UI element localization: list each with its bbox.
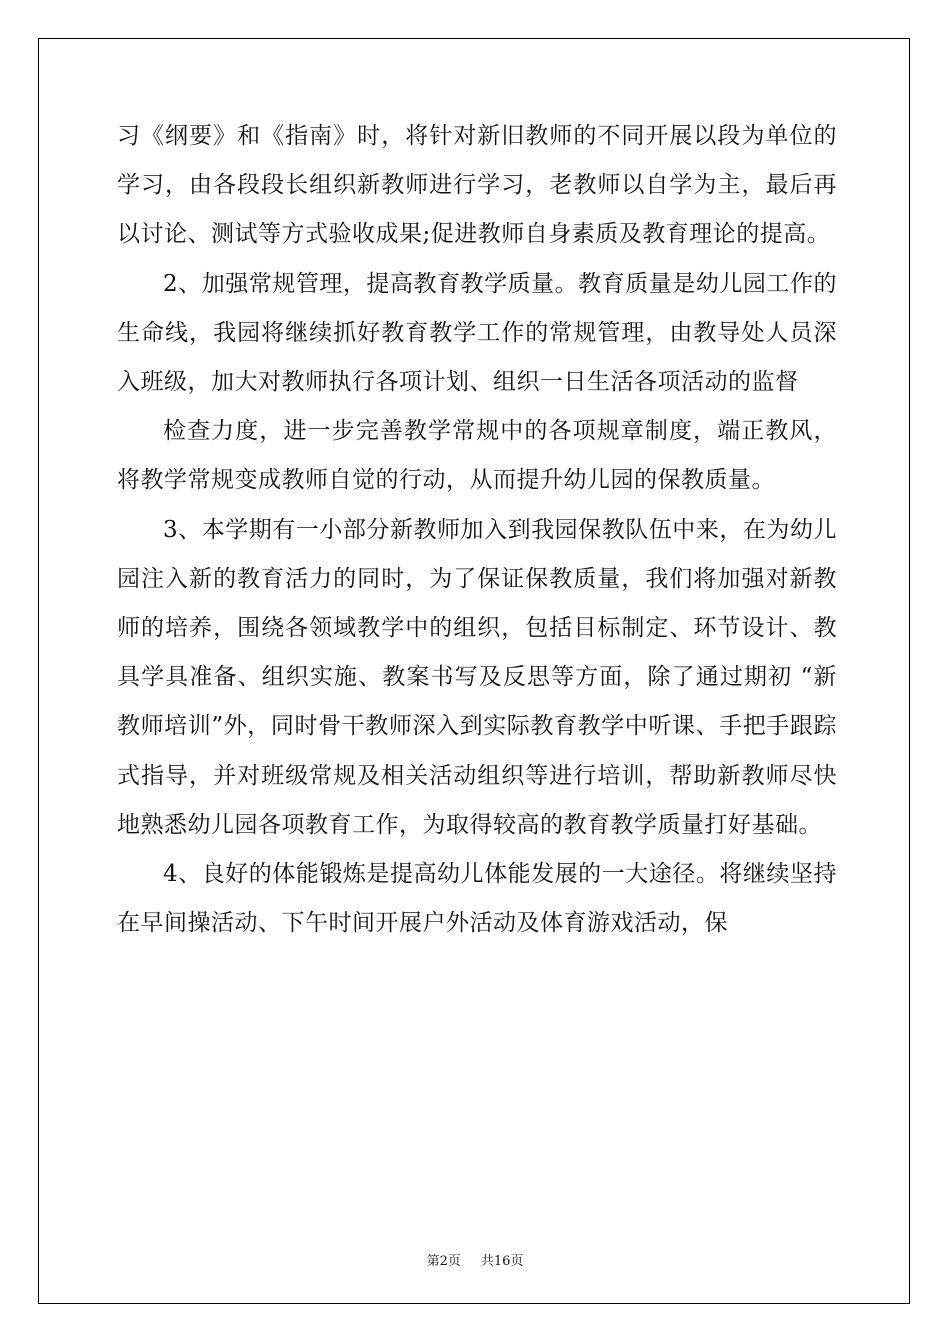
paragraph-4: 3、本学期有一小部分新教师加入到我园保教队伍中来，在为幼儿园注入新的教育活力的同时，为了保证保教质量，我们将加强对新教师的培养，围绕各领域教学中的组织，包括目标制定、环节设计、教具学具准备、组织实施、教案书写及反思等方面，除了通过期初 “新教师培训”外，同时骨干教师深入到实际教育教学中听课、手把手跟踪式指导，并对班级常规及相关活动组织等进行培训，帮助新教师尽快地熟悉幼儿园各项教育工作，为取得较高的教育教学质量打好基础。 [117,516,837,838]
paragraph-5: 4、良好的体能锻炼是提高幼儿体能发展的一大途径。将继续坚持在早间操活动、下午时间开展户外活动及体育游戏活动，保 [117,861,837,937]
page-number: 第2页 [426,1254,461,1269]
paragraph-1: 习《纲要》和《指南》时，将针对新旧教师的不同开展以段为单位的学习，由各段段长组织新教师进行学习，老教师以自学为主，最后再以讨论、测试等方式验收成果;促进教师自身素质及教育理论的提高。 [117,123,837,248]
paragraph-2: 2、加强常规管理，提高教育教学质量。教育质量是幼儿园工作的生命线，我园将继续抓好教育教学工作的常规管理，由教导处人员深入班级，加大对教师执行各项计划、组织一日生活各项活动的监督 [117,270,837,396]
page-footer [0,1250,950,1269]
document-body [117,112,837,948]
page-total: 共16页 [480,1254,524,1269]
paragraph-3: 检查力度，进一步完善教学常规中的各项规章制度，端正教风，将教学常规变成教师自觉的行动，从而提升幼儿园的保教质量。 [117,418,837,494]
